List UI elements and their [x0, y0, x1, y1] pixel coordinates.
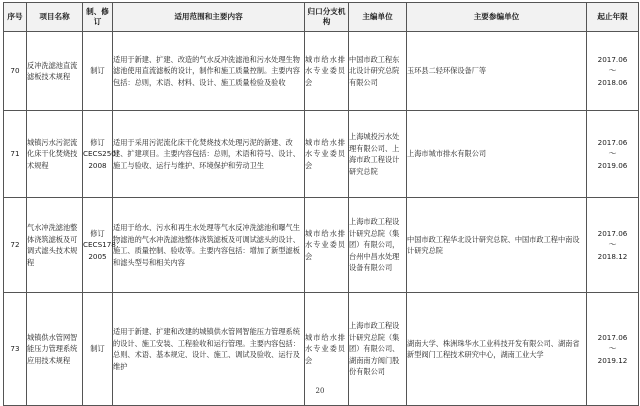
period-separator: ～ [608, 240, 617, 249]
branch-org: 城市给水排水专业委员会 [305, 198, 349, 293]
revision-type: 制订 [83, 32, 113, 111]
header-partner: 主要参编单位 [407, 3, 587, 32]
revision-type: 制订 [83, 293, 113, 406]
row-number: 71 [4, 111, 27, 198]
table-row [4, 32, 639, 111]
row-number: 70 [4, 32, 27, 111]
period-separator: ～ [608, 66, 617, 75]
participating-units: 玉环县二轻环保设备厂等 [407, 32, 587, 111]
period-start: 2017.06 [597, 333, 628, 342]
header-num: 序号 [4, 3, 27, 32]
page-number: 20 [315, 387, 325, 395]
project-name: 气水冲洗滤池整体浇筑滤板及可调式滤头技术规程 [27, 198, 83, 293]
period-start: 2017.06 [597, 229, 628, 238]
period-end: 2019.12 [597, 356, 628, 365]
branch-org: 城市给水排水专业委员会 [305, 111, 349, 198]
branch-org: 城市给水排水专业委员会 [305, 32, 349, 111]
revision-type: 修订 CECS178：2005 [83, 198, 113, 293]
period-end: 2019.06 [597, 161, 628, 170]
participating-units: 湖南大学、株洲珠华水工业科技开发有限公司、湖南省新型阀门工程技术研究中心，湖南工业大学 [407, 293, 587, 406]
branch-org: 城市给水排水专业委员会 [305, 293, 349, 406]
chief-editor-unit: 上海城投污水处理有限公司、上海市政工程设计研究总院 [349, 111, 407, 198]
header-period: 起止年限 [587, 3, 639, 32]
header-scope: 适用范围和主要内容 [113, 3, 305, 32]
period-separator: ～ [608, 344, 617, 353]
row-number: 73 [4, 293, 27, 406]
standards-table [3, 2, 639, 406]
period-cell [587, 198, 639, 293]
period-start: 2017.06 [597, 55, 628, 64]
period-start: 2017.06 [597, 138, 628, 147]
scope-content: 适用于新建、扩建、改造的气水反冲洗滤池和污水处理生物滤池使用直流滤板的设计，制作和施工质量控制。主要内容包括：总则，术语、材料、设计、施工质量检验及验收 [113, 32, 305, 111]
scope-content: 适用于给水、污水和再生水处理等气水反冲洗滤池和曝气生物滤池的气水冲洗滤池整体浇筑滤板及可调试滤头的设计、施工、质量控制、验收等。主要内容包括：增加了新型滤板和滤头型号和相关内容 [113, 198, 305, 293]
header-type: 制、修订 [83, 3, 113, 32]
period-end: 2018.06 [597, 78, 628, 87]
period-cell [587, 32, 639, 111]
header-name: 项目名称 [27, 3, 83, 32]
project-name: 城镇供水管网智能压力管理系统应用技术规程 [27, 293, 83, 406]
participating-units: 上海市城市排水有限公司 [407, 111, 587, 198]
participating-units: 中国市政工程华北设计研究总院、中国市政工程中南设计研究总院 [407, 198, 587, 293]
revision-type: 修订 CECS250：2008 [83, 111, 113, 198]
table-row [4, 111, 639, 198]
chief-editor-unit: 上海市政工程设计研究总院（集团）有限公司，台州中昌水处理设备有限公司 [349, 198, 407, 293]
chief-editor-unit: 上海市政工程设计研究总院（集团）有限公司、湖南南方阀门股份有限公司 [349, 293, 407, 406]
table-row [4, 198, 639, 293]
row-number: 72 [4, 198, 27, 293]
header-editor: 主编单位 [349, 3, 407, 32]
scope-content: 适用于采用污泥流化床干化焚烧技术处理污泥的新建、改建、扩建项目。主要内容包括：总则，术语和符号、设计、施工与验收、运行与维护、环境保护和劳动卫生 [113, 111, 305, 198]
period-end: 2018.12 [597, 252, 628, 261]
period-cell [587, 111, 639, 198]
header-org: 归口分支机构 [305, 3, 349, 32]
period-separator: ～ [608, 149, 617, 158]
table-header-row [4, 3, 639, 32]
chief-editor-unit: 中国市政工程东北设计研究总院有限公司 [349, 32, 407, 111]
project-name: 反冲洗滤池直流滤板技术规程 [27, 32, 83, 111]
project-name: 城镇污水污泥流化床干化焚烧技术规程 [27, 111, 83, 198]
scope-content: 适用于新建、扩建和改建的城镇供水管网智能压力管理系统的设计、施工安装、工程验收和运行管理。主要内容包括：总则、术语、基本规定、设计、施工、调试及验收、运行及维护 [113, 293, 305, 406]
